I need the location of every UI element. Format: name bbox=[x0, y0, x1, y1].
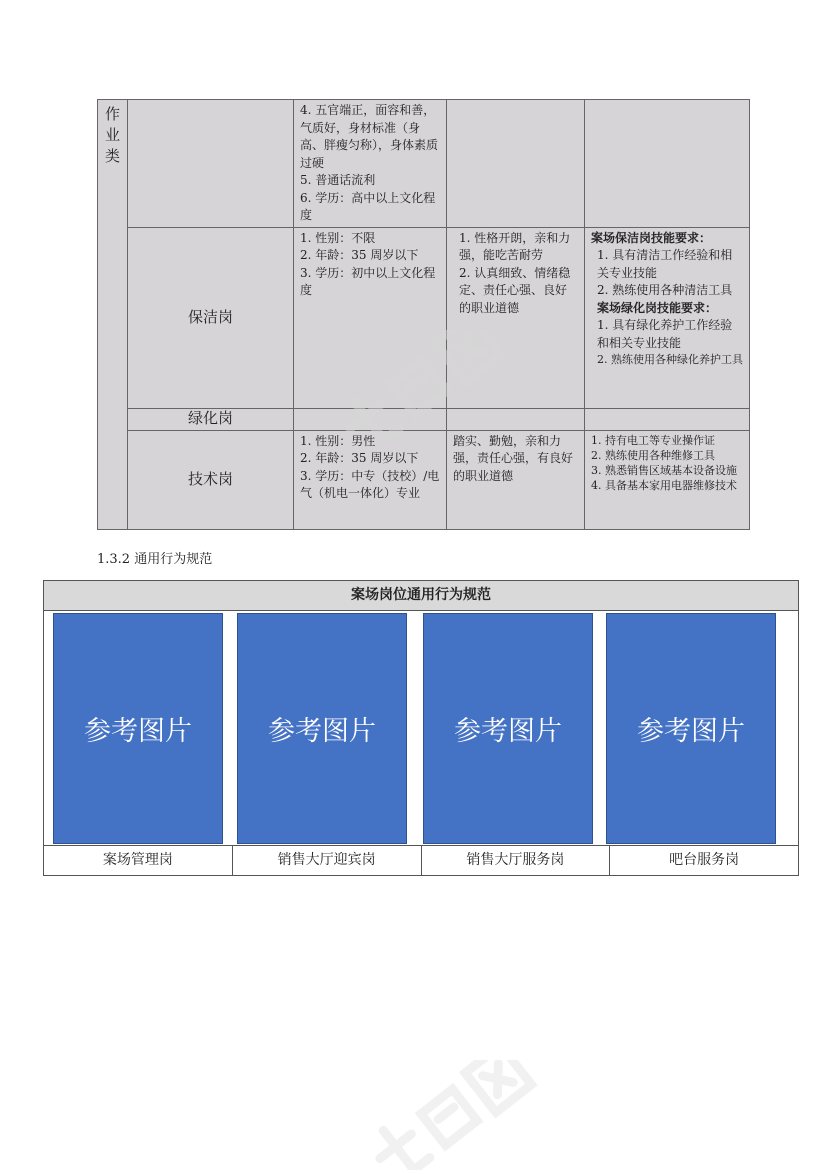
skills-heading: 案场绿化岗技能要求： bbox=[597, 300, 718, 315]
position-cell bbox=[128, 227, 294, 408]
requirements-cell bbox=[294, 227, 447, 408]
skill-line: 4. 具备基本家用电器维修技术 bbox=[591, 478, 737, 492]
requirement-line: 6. 学历：高中以上文化程度 bbox=[300, 190, 436, 222]
skills-heading: 案场保洁岗技能要求： bbox=[591, 230, 712, 245]
table-row bbox=[98, 430, 750, 529]
requirements-cell bbox=[294, 430, 447, 529]
table-title: 案场岗位通用行为规范 bbox=[44, 581, 798, 611]
requirement-line: 3. 学历：中专（技校）/电气（机电一体化）专业 bbox=[300, 468, 440, 500]
caption-cell: 案场管理岗 bbox=[44, 846, 233, 875]
position-label: 保洁岗 bbox=[187, 307, 233, 326]
requirement-line: 5. 普通话流利 bbox=[300, 173, 376, 187]
position-label: 绿化岗 bbox=[187, 409, 233, 428]
staff-requirements-table bbox=[97, 99, 750, 530]
skill-line: 2. 熟练使用各种维修工具 bbox=[591, 448, 715, 462]
qualities-cell bbox=[447, 408, 585, 430]
requirement-line: 4. 五官端正，面容和善，气质好，身材标准（身高、胖瘦匀称），身体素质过硬 bbox=[300, 103, 439, 170]
requirements-cell bbox=[294, 408, 447, 430]
quality-line: 1. 性格开朗，亲和力强，能吃苦耐劳 bbox=[459, 230, 571, 262]
caption-cell: 销售大厅服务岗 bbox=[422, 846, 611, 875]
table-row bbox=[98, 227, 750, 408]
requirement-line: 2. 年龄：35 周岁以下 bbox=[300, 248, 419, 262]
skill-line: 2. 熟练使用各种绿化养护工具 bbox=[597, 353, 743, 366]
caption-row bbox=[44, 845, 798, 875]
reference-picture: 参考图片 bbox=[423, 613, 593, 844]
requirement-line: 2. 年龄：35 周岁以下 bbox=[300, 451, 419, 465]
skill-line: 3. 熟悉销售区域基本设备设施 bbox=[591, 463, 737, 477]
watermark-graphic bbox=[330, 1060, 590, 1170]
table-row bbox=[98, 408, 750, 430]
skill-line: 2. 熟练使用各种清洁工具 bbox=[597, 283, 733, 297]
skill-line: 1. 具有绿化养护工作经验和相关专业技能 bbox=[597, 318, 733, 350]
requirement-line: 1. 性别：男性 bbox=[300, 433, 376, 448]
reference-picture: 参考图片 bbox=[606, 613, 776, 844]
qualities-cell bbox=[447, 430, 585, 529]
caption-cell: 销售大厅迎宾岗 bbox=[233, 846, 422, 875]
qualities-cell bbox=[447, 100, 585, 228]
requirement-line: 3. 学历：初中以上文化程度 bbox=[300, 265, 436, 297]
skills-cell bbox=[585, 100, 750, 228]
reference-picture: 参考图片 bbox=[237, 613, 407, 844]
skills-cell bbox=[585, 408, 750, 430]
skill-line: 1. 持有电工等专业操作证 bbox=[591, 433, 715, 447]
caption-cell: 吧台服务岗 bbox=[669, 852, 740, 868]
requirements-cell bbox=[294, 100, 447, 228]
skills-cell bbox=[585, 430, 750, 529]
skill-line: 1. 具有清洁工作经验和相关专业技能 bbox=[597, 248, 733, 280]
position-cell bbox=[128, 430, 294, 529]
qualities-cell bbox=[447, 227, 585, 408]
category-cell bbox=[98, 100, 128, 530]
behavior-norms-table bbox=[43, 580, 799, 876]
requirement-line: 1. 性别：不限 bbox=[300, 230, 376, 245]
skills-cell bbox=[585, 227, 750, 408]
section-title: 1.3.2 通用行为规范 bbox=[97, 552, 213, 567]
reference-picture: 参考图片 bbox=[53, 613, 223, 844]
position-cell bbox=[128, 100, 294, 228]
position-label: 技术岗 bbox=[187, 469, 233, 488]
category-label: 作 业 类 bbox=[104, 105, 120, 165]
quality-line: 2. 认真细致、情绪稳定、责任心强、良好的职业道德 bbox=[459, 265, 571, 315]
table-row bbox=[98, 100, 750, 228]
quality-line: 踏实、勤勉，亲和力强，责任心强，有良好的职业道德 bbox=[453, 433, 574, 483]
position-cell bbox=[128, 408, 294, 430]
